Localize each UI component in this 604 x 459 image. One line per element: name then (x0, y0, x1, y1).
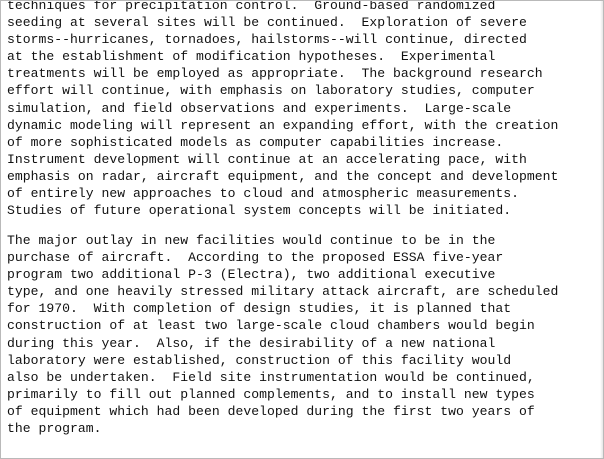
text-line: treatments will be employed as appropriate. The background research (7, 66, 543, 82)
text-line: of entirely new approaches to cloud and atmospheric measurements. (7, 186, 520, 202)
text-line: Studies of future operational system concepts will be initiated. (7, 203, 512, 219)
text-line: dynamic modeling will represent an expanding effort, with the creation (7, 117, 559, 133)
text-line: at the establishment of modification hypotheses. Experimental (7, 49, 496, 65)
text-line: type, and one heavily stressed military attack aircraft, are scheduled (7, 284, 559, 300)
text-line: The major outlay in new facilities would continue to be in the (7, 233, 496, 248)
page-edge-shadow (600, 1, 603, 458)
text-line: during this year. Also, if the desirability of a new national (7, 335, 496, 351)
text-line: of equipment which had been developed during the first two years of (7, 403, 535, 419)
text-line: primarily to fill out planned complements, and to install new types (7, 386, 535, 402)
text-line: seeding at several sites will be continued. Exploration of severe (7, 15, 527, 31)
text-line: program two additional P-3 (Electra), two additional executive (7, 267, 496, 283)
text-line: also be undertaken. Field site instrumentation would be continued, (7, 369, 535, 385)
text-line: effort will continue, with emphasis on laboratory studies, computer (7, 83, 535, 99)
text-line: storms--hurricanes, tornadoes, hailstorms--will continue, directed (7, 32, 527, 48)
text-line: laboratory were established, construction of this facility would (7, 352, 512, 368)
text-line: Instrument development will continue at an accelerating pace, with (7, 151, 527, 167)
paragraph-program-activities (7, 0, 558, 219)
text-line: construction of at least two large-scale cloud chambers would begin (7, 318, 535, 334)
text-line: emphasis on radar, aircraft equipment, and the concept and development (7, 168, 559, 184)
text-line: purchase of aircraft. According to the proposed ESSA five-year (7, 250, 504, 266)
text-line: for 1970. With completion of design studies, it is planned that (7, 301, 512, 317)
text-line: the program. (7, 421, 102, 437)
text-line: simulation, and field observations and experiments. Large-scale (7, 100, 512, 116)
text-line: of more sophisticated models as computer capabilities increase. (7, 134, 504, 150)
paragraph-facilities-outlay (7, 232, 558, 437)
text-line: techniques for precipitation control. Ground-based randomized (7, 0, 496, 13)
